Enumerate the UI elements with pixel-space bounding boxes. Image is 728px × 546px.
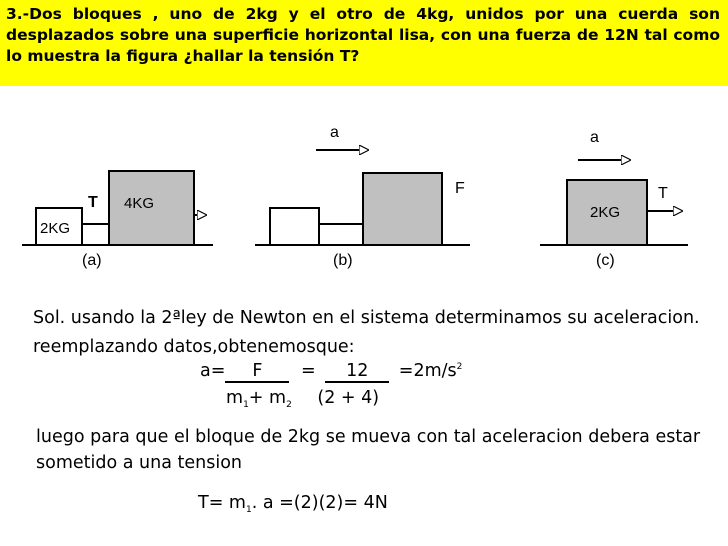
problem-statement: 3.-Dos bloques , uno de 2kg y el otro de 4kg, unidos por una cuerda son desplazados sobre una superficie horizontal lisa, con una fuerza de 12N tal como lo muestra la figura ¿hallar la tensión T? bbox=[6, 5, 720, 65]
solution-line-4: sometido a una tension bbox=[36, 453, 242, 473]
block-small-b bbox=[270, 208, 319, 245]
figure-c bbox=[540, 129, 688, 269]
eq-den-plus: + m bbox=[248, 388, 287, 408]
eq-t-sub: 1 bbox=[245, 505, 252, 515]
eq-a-result: =2m/s bbox=[398, 361, 457, 381]
block-4kg-a-label: 4KG bbox=[124, 195, 155, 212]
eq-den-numeric: (2 + 4) bbox=[317, 388, 380, 408]
block-large-b bbox=[363, 173, 442, 245]
eq-den-sub2: 2 bbox=[286, 400, 292, 410]
eq-a-numer2: 12 bbox=[325, 361, 389, 383]
block-2kg-a-label: 2KG bbox=[40, 220, 71, 237]
equation-tension bbox=[198, 493, 388, 515]
eq-den-m: m bbox=[226, 388, 244, 408]
eq-t-pre: T= m bbox=[198, 493, 246, 513]
caption-c: (c) bbox=[596, 252, 615, 269]
solution-line-1: Sol. usando la 2ªley de Newton en el sistema determinamos su aceleracion. bbox=[33, 308, 700, 328]
accel-label-c: a bbox=[590, 129, 599, 146]
problem-statement-box bbox=[0, 0, 728, 86]
physics-diagram bbox=[0, 100, 728, 275]
eq-t-post: . a =(2)(2)= 4N bbox=[251, 493, 388, 513]
eq-a-eq: = bbox=[300, 361, 316, 381]
accel-label-b: a bbox=[330, 124, 339, 141]
equation-acceleration-denominator bbox=[226, 388, 379, 410]
solution-line-2: reemplazando datos,obtenemosque: bbox=[33, 337, 355, 357]
caption-b: (b) bbox=[333, 252, 353, 269]
tension-label-a: T bbox=[88, 194, 98, 211]
solution-line-3: luego para que el bloque de 2kg se mueva con tal aceleracion debera estar bbox=[36, 427, 701, 447]
figure-b bbox=[255, 124, 470, 269]
eq-a-numer: F bbox=[225, 361, 289, 383]
eq-a-result-exp: 2 bbox=[456, 362, 463, 372]
eq-a-lhs: a= bbox=[200, 361, 226, 381]
tension-label-c: T bbox=[658, 185, 668, 202]
caption-a: (a) bbox=[82, 252, 102, 269]
equation-acceleration-numerator bbox=[200, 361, 462, 383]
block-2kg-c-label: 2KG bbox=[590, 204, 621, 221]
eq-den-sub1: 1 bbox=[243, 400, 249, 410]
figure-a bbox=[22, 171, 213, 269]
force-label-b: F bbox=[455, 180, 465, 197]
